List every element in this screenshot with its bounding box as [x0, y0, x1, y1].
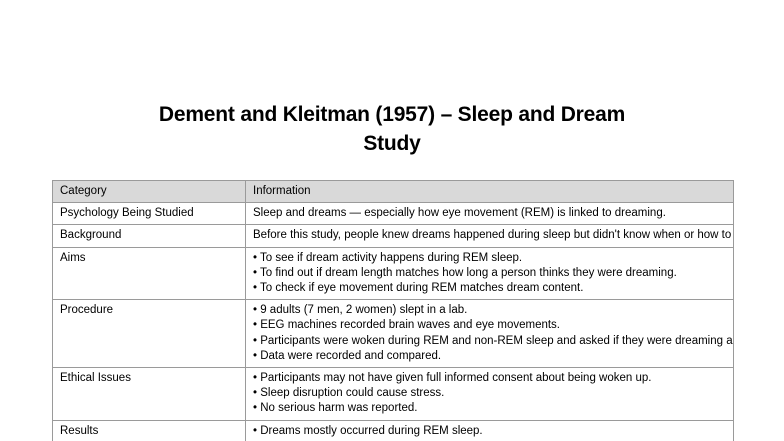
information-line: • Data were recorded and compared. [253, 349, 442, 362]
row-category: Psychology Being Studied [53, 203, 246, 225]
information-line: • 9 adults (7 men, 2 women) slept in a lab. [253, 304, 468, 317]
information-line: • To see if dream activity happens during REM sleep. [253, 251, 523, 264]
row-category: Results [53, 420, 246, 441]
row-information [246, 203, 734, 225]
table-row [53, 203, 734, 225]
document-title [52, 100, 732, 158]
row-information [246, 225, 734, 247]
title-line-1: Dement and Kleitman (1957) – Sleep and Dream [158, 103, 626, 126]
table-row [53, 247, 734, 300]
information-line: • Sleep disruption could cause stress. [253, 387, 445, 400]
table-body [53, 203, 734, 441]
row-information [246, 247, 734, 300]
row-category: Ethical Issues [53, 368, 246, 421]
information-line: • EEG machines recorded brain waves and eye movements. [253, 319, 561, 332]
information-line: • No serious harm was reported. [253, 402, 418, 415]
information-line: • To check if eye movement during REM matches dream content. [253, 282, 584, 295]
information-line: • Participants may not have given full informed consent about being woken up. [253, 372, 652, 385]
row-category: Aims [53, 247, 246, 300]
header-information: Information [246, 181, 734, 203]
title-line-2: Study [363, 132, 421, 155]
table-header-row [53, 181, 734, 203]
row-information [246, 300, 734, 368]
row-information [246, 420, 734, 441]
table-row [53, 300, 734, 368]
information-line: • Dreams mostly occurred during REM sleep. [253, 424, 483, 437]
information-line: • Participants were woken during REM and non-REM sleep and asked if they were dreaming a [253, 334, 733, 347]
row-category: Procedure [53, 300, 246, 368]
header-category: Category [53, 181, 246, 203]
table-row [53, 368, 734, 421]
study-info-table [52, 180, 734, 441]
table-row [53, 420, 734, 441]
information-line: Before this study, people knew dreams happened during sleep but didn't know when or how to [253, 229, 732, 242]
row-information [246, 368, 734, 421]
information-line: Sleep and dreams — especially how eye movement (REM) is linked to dreaming. [253, 207, 666, 220]
table-row [53, 225, 734, 247]
information-line: • To find out if dream length matches how long a person thinks they were dreaming. [253, 266, 677, 279]
row-category: Background [53, 225, 246, 247]
